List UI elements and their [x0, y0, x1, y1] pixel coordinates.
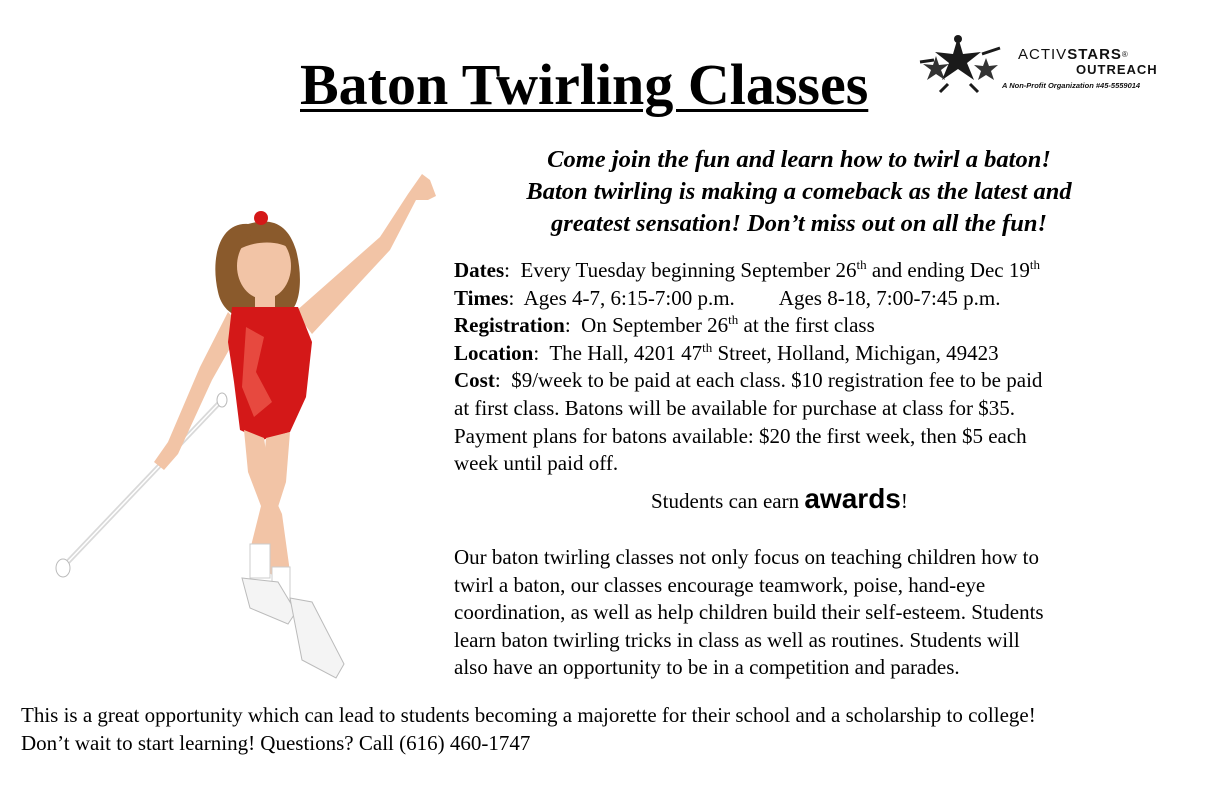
- times-row: Times: Ages 4-7, 6:15-7:00 p.m. Ages 8-18, 7:00-7:45 p.m.: [454, 285, 1001, 310]
- baton-twirler-photo: [50, 162, 450, 690]
- about-paragraph: [454, 544, 1154, 682]
- logo-subword: OUTREACH: [1076, 62, 1158, 77]
- tagline-line: Baton twirling is making a comeback as the latest and: [526, 178, 1072, 205]
- about-line: learn baton twirling tricks in class as well as routines. Students will: [454, 627, 1020, 652]
- awards-line: Students can earn awards!: [651, 483, 908, 514]
- logo-wordmark: ACTIVSTARS®: [1018, 46, 1129, 63]
- page-title: Baton Twirling Classes: [300, 52, 869, 117]
- registration-row: Registration: On September 26th at the first class: [454, 312, 875, 338]
- cost-line: Payment plans for batons available: $20 the first week, then $5 each: [454, 423, 1027, 448]
- logo-tagline: A Non-Profit Organization #45-5559014: [1002, 81, 1141, 90]
- footer-line: This is a great opportunity which can lead to students becoming a majorette for their school and a scholarship to college!: [21, 703, 1036, 727]
- location-row: Location: The Hall, 4201 47th Street, Holland, Michigan, 49423: [454, 339, 999, 365]
- class-details: [454, 257, 1154, 478]
- cost-line: week until paid off.: [454, 451, 619, 476]
- about-line: Our baton twirling classes not only focus on teaching children how to: [454, 545, 1039, 569]
- activstars-logo: [918, 34, 1196, 98]
- tagline-line: Come join the fun and learn how to twirl a baton!: [547, 146, 1051, 173]
- footer-line: Don’t wait to start learning! Questions? Call (616) 460-1747: [21, 730, 531, 755]
- cost-line: at first class. Batons will be available for purchase at class for $35.: [454, 395, 1015, 420]
- about-line: coordination, as well as help children build their self-esteem. Students: [454, 600, 1044, 625]
- dates-row: Dates: Every Tuesday beginning September 26th and ending Dec 19th: [454, 257, 1041, 282]
- intro-tagline: [454, 144, 1144, 240]
- cost-row: Cost: $9/week to be paid at each class. $10 registration fee to be paid: [454, 368, 1043, 393]
- about-line: also have an opportunity to be in a competition and parades.: [454, 655, 960, 680]
- tagline-line: greatest sensation! Don’t miss out on all the fun!: [550, 210, 1047, 237]
- footer-note: [21, 702, 1201, 757]
- about-line: twirl a baton, our classes encourage teamwork, poise, hand-eye: [454, 572, 986, 597]
